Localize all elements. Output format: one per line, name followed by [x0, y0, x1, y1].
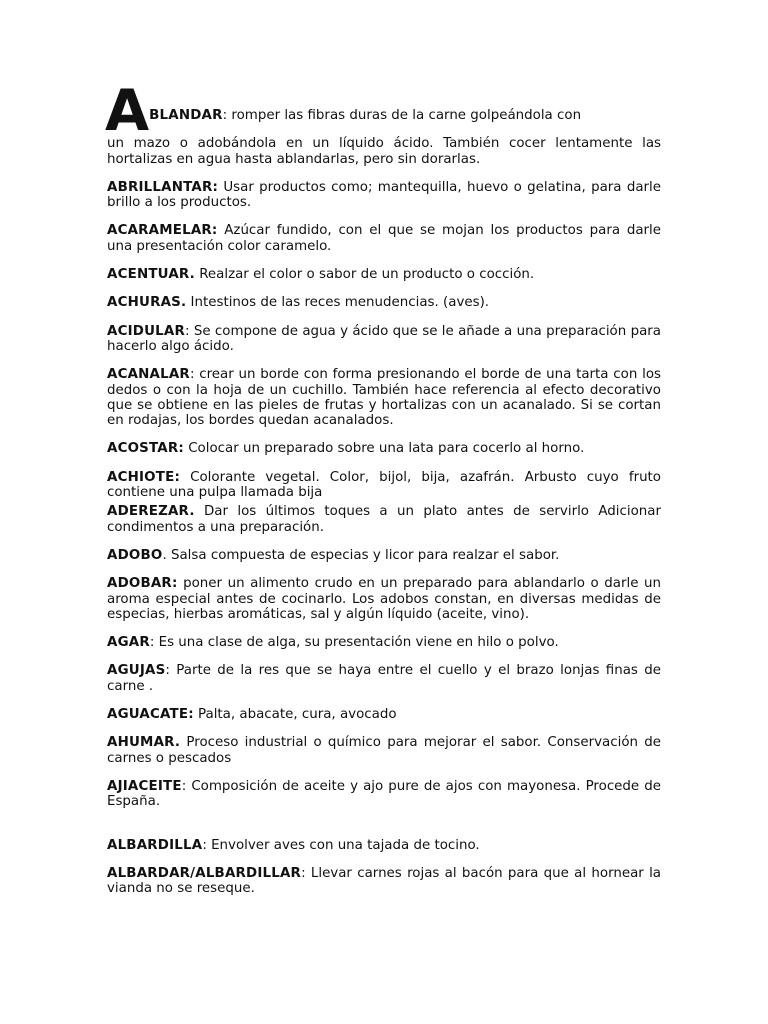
entry-definition: : Composición de aceite y ajo pure de ajos con mayonesa. Procede de España.: [107, 778, 661, 810]
entry-term: ACENTUAR.: [107, 267, 195, 283]
glossary-entry-abrillantar: [107, 180, 661, 211]
entry-term: ACHURAS.: [107, 295, 187, 311]
glossary-entry-albardar-albardillar: [107, 866, 661, 897]
glossary-entry-ablandar: [105, 78, 661, 167]
entry-definition: Proceso industrial o químico para mejorar el sabor. Conservación de carnes o pescados: [107, 735, 661, 766]
glossary-entry-acanalar: [107, 367, 661, 428]
glossary-entry-achiote: [107, 470, 661, 501]
entry-term: AGUJAS: [107, 663, 166, 679]
entry-term: ACHIOTE:: [107, 469, 180, 485]
entry-term: ACOSTAR:: [107, 441, 184, 457]
glossary-entry-acentuar: [107, 267, 661, 282]
glossary-entry-adobar: [107, 576, 661, 622]
entry-definition: : Es una clase de alga, su presentación viene en hilo o polvo.: [149, 635, 559, 651]
glossary-entry-agar: [107, 635, 661, 650]
entry-definition: . Salsa compuesta de especias y licor para realzar el sabor.: [162, 547, 560, 563]
glossary-entry-acidular: [107, 324, 661, 355]
glossary-entry-adobo: [107, 548, 661, 563]
entry-term: ACARAMELAR:: [107, 223, 218, 239]
entry-definition: Colorante vegetal. Color, bijol, bija, azafrán. Arbusto cuyo fruto contiene una pulpa llamada bija: [107, 469, 661, 501]
glossary-entry-aderezar: [107, 504, 661, 535]
glossary-entry-acaramelar: [107, 223, 661, 254]
entry-definition: poner un alimento crudo en un preparado para ablandarlo o darle un aroma especial antes de cocinarlo. Los adobos constan, en diversas medidas de especias, hierbas aromáticas, sal y algún líquido (aceite, vino).: [107, 576, 661, 622]
entry-definition-continued: un mazo o adobándola en un líquido ácido. También cocer lentamente las hortalizas en agua hasta ablandarlas, pero sin dorarlas.: [107, 136, 661, 167]
glossary-entry-agujas: [107, 663, 661, 694]
glossary-entry-ahumar: [107, 735, 661, 766]
entry-first-line: [107, 86, 661, 123]
entry-term: AJIACEITE: [107, 778, 182, 794]
entry-term: AGUACATE:: [107, 707, 194, 723]
glossary-entry-aguacate: [107, 707, 661, 722]
entry-definition: : crear un borde con forma presionando el borde de una tarta con los dedos o con la hoja de un cuchillo. También hace referencia al efecto decorativo que se obtiene en las pieles de frutas y hortalizas con un acanalado. Si se cortan en rodajas, los bordes quedan acanalados.: [107, 367, 661, 429]
entry-term: ADOBAR:: [107, 576, 178, 592]
entry-term: AHUMAR.: [107, 735, 181, 751]
entry-term: ADOBO: [107, 547, 163, 563]
glossary-entry-achuras: [107, 295, 661, 310]
entry-term: ALBARDILLA: [107, 837, 203, 853]
entry-term: ACIDULAR: [107, 323, 185, 339]
entry-term: ACANALAR: [107, 367, 190, 383]
entry-definition: Azúcar fundido, con el que se mojan los productos para darle una presentación color caramelo.: [107, 223, 661, 254]
entry-definition: Colocar un preparado sobre una lata para cocerlo al horno.: [183, 441, 585, 457]
entry-term: ADEREZAR.: [107, 504, 195, 520]
glossary-entry-albardilla: [107, 838, 661, 853]
entry-definition: : Parte de la res que se haya entre el cuello y el brazo lonjas finas de carne .: [107, 663, 661, 694]
entry-definition: Realzar el color o sabor de un producto o cocción.: [194, 267, 535, 283]
entry-definition: : Se compone de agua y ácido que se le añade a una preparación para hacerlo algo ácido.: [107, 323, 661, 354]
entry-term: ALBARDAR/ALBARDILLAR: [107, 865, 302, 881]
entry-term: BLANDAR: [149, 108, 223, 123]
glossary-page: [105, 78, 661, 909]
entry-definition: Palta, abacate, cura, avocado: [193, 707, 397, 723]
glossary-entry-ajiaceite: [107, 779, 661, 810]
entry-definition: Intestinos de las reces menudencias. (aves).: [186, 295, 490, 311]
entry-term: ABRILLANTAR:: [107, 179, 219, 195]
entry-definition: : Llevar carnes rojas al bacón para que al hornear la vianda no se reseque.: [107, 865, 661, 897]
entry-definition: : Envolver aves con una tajada de tocino.: [202, 837, 480, 853]
entry-definition: Dar los últimos toques a un plato antes de servirlo Adicionar condimentos a una preparación.: [107, 504, 661, 535]
entry-definition: Usar productos como; mantequilla, huevo o gelatina, para darle brillo a los productos.: [107, 179, 661, 211]
glossary-entry-acostar: [107, 441, 661, 456]
entry-term: AGAR: [107, 635, 150, 651]
drop-cap-letter: A: [105, 78, 148, 144]
entry-definition: : romper las fibras duras de la carne golpeándola con: [222, 108, 582, 123]
